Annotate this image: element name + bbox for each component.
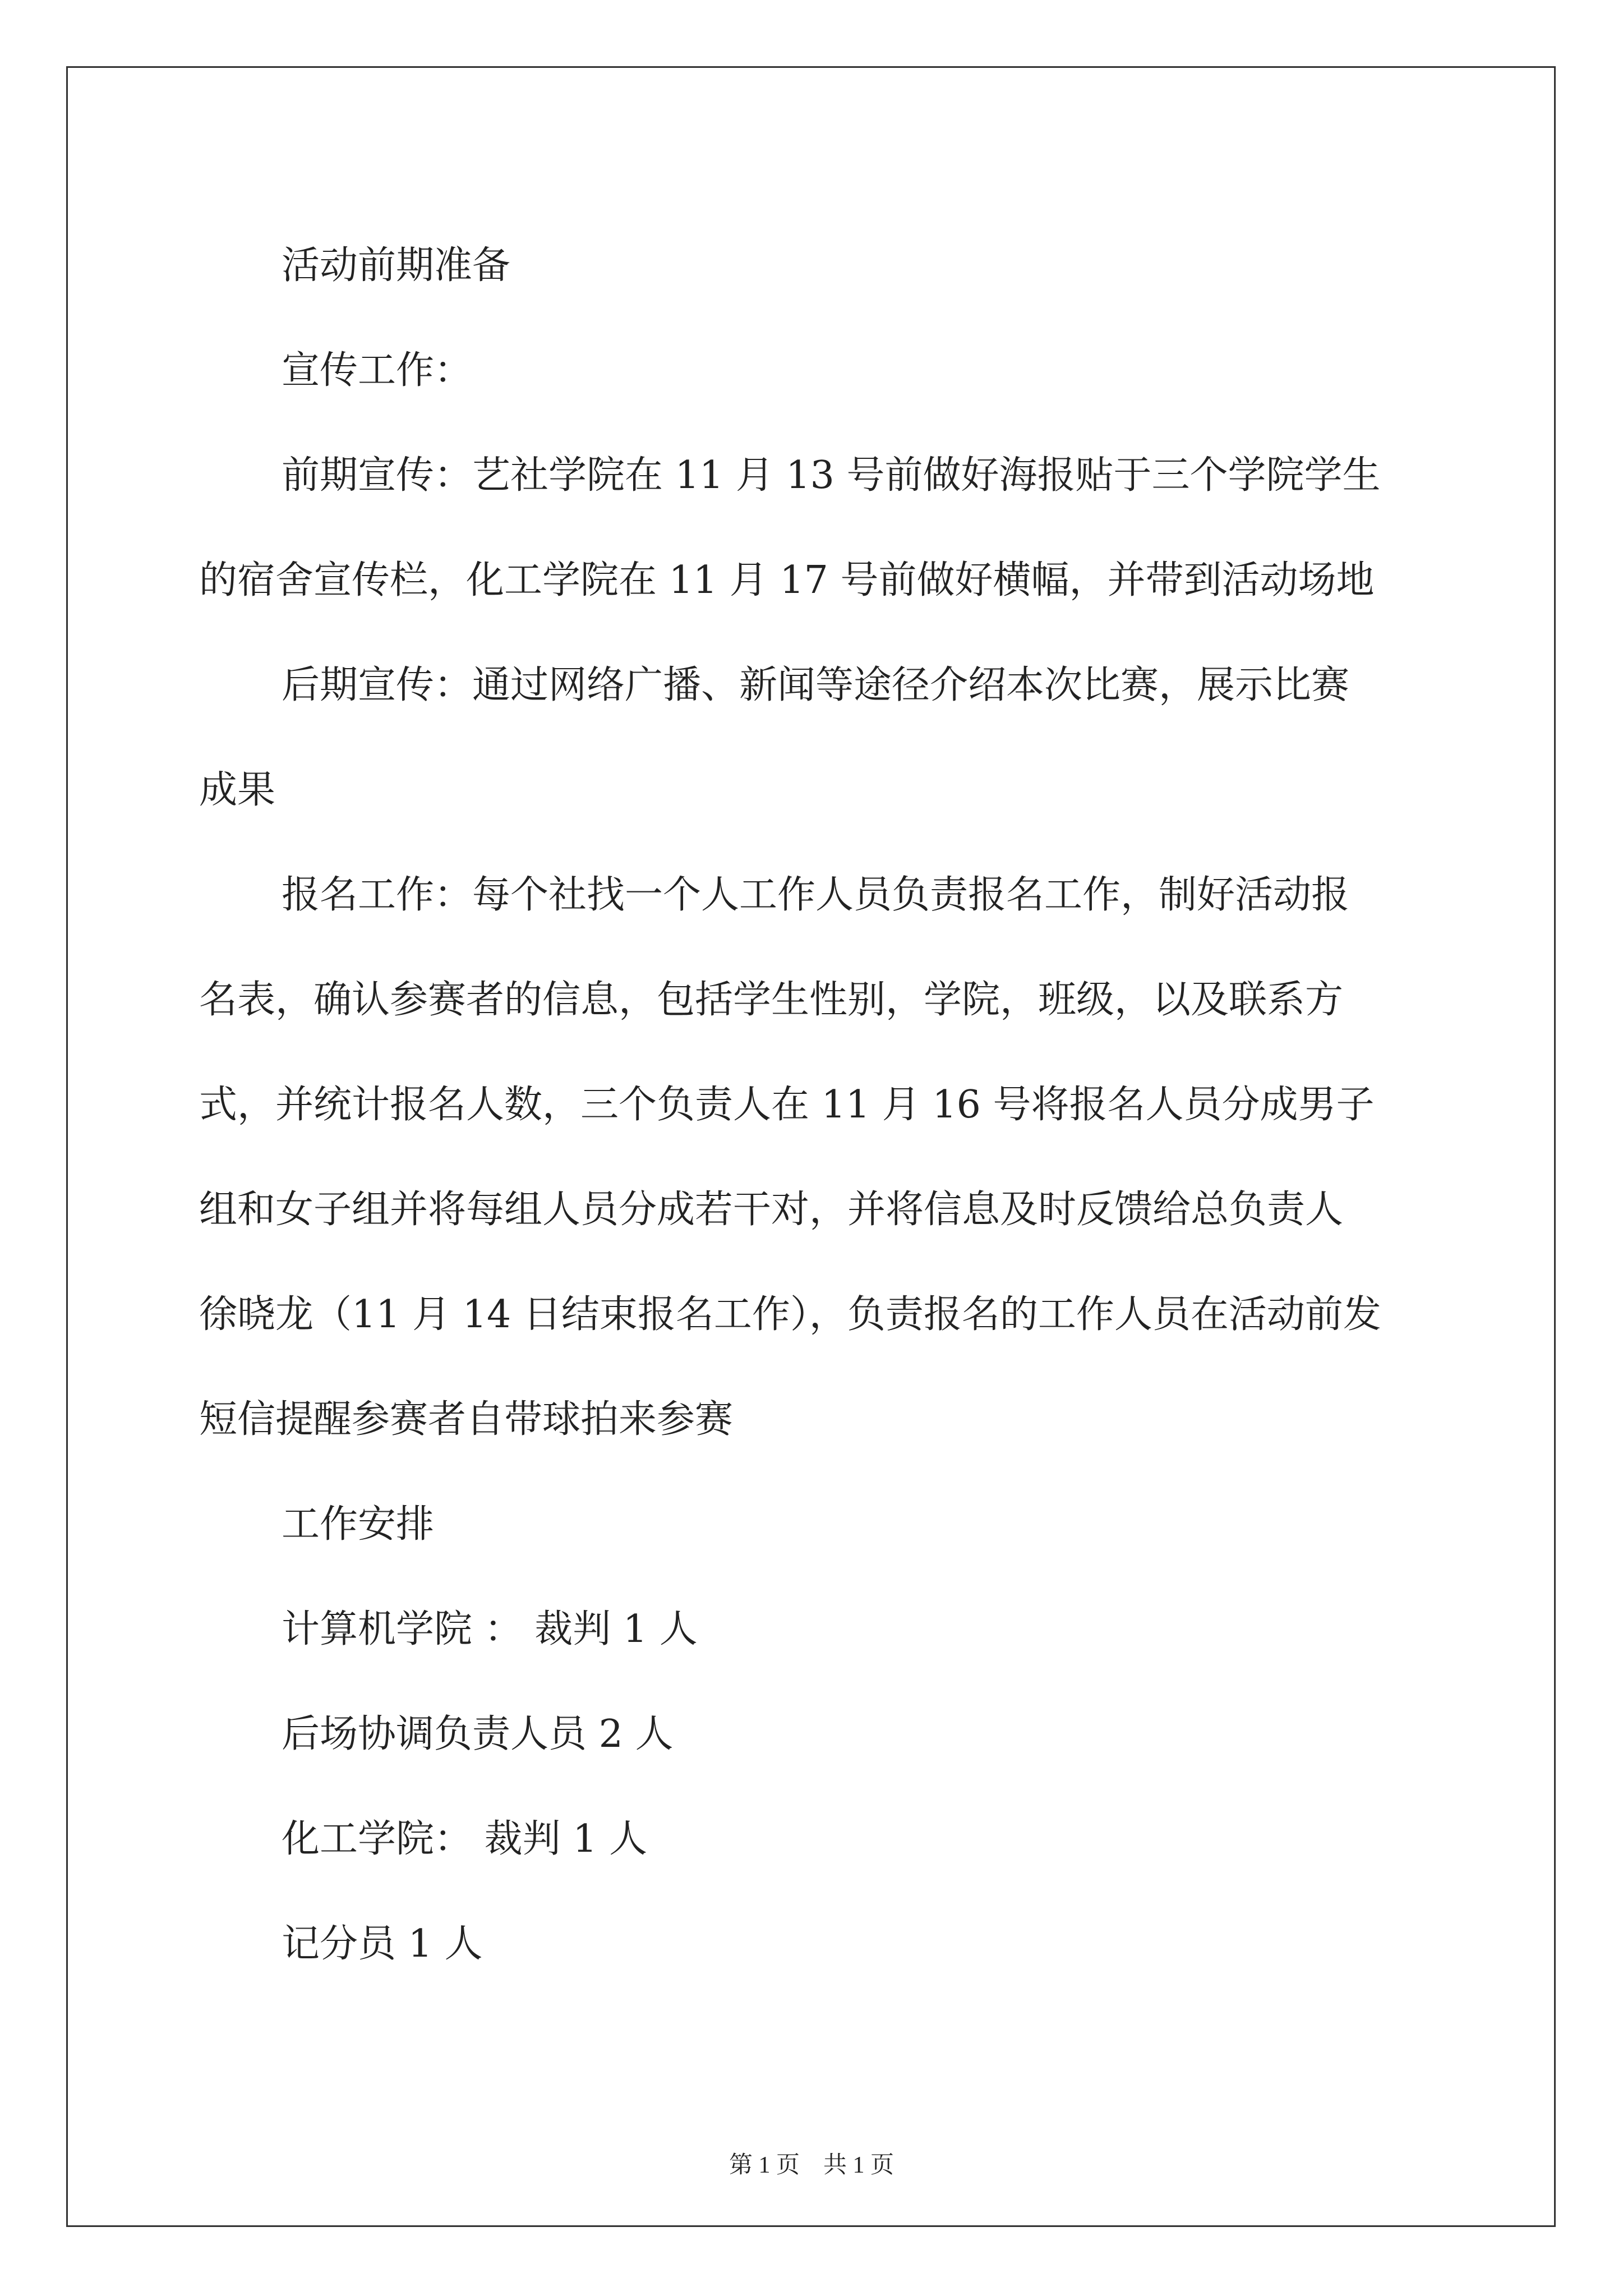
paragraph-line: 后场协调负责人员 2 人 <box>282 1712 674 1756</box>
paragraph-line: 短信提醒参赛者自带球拍来参赛 <box>199 1397 734 1442</box>
paragraph-line: 活动前期准备 <box>282 243 511 288</box>
arrangement-scorekeeper <box>199 1892 1433 1996</box>
arrangement-computer-college <box>199 1577 1433 1682</box>
paragraph-line: 计算机学院 ： 裁判 1 人 <box>282 1607 698 1651</box>
paragraph-line: 宣传工作： <box>282 348 473 393</box>
page-footer <box>0 2148 1623 2182</box>
paragraph-line: 的宿舍宣传栏，化工学院在 11 月 17 号前做好横幅，并带到活动场地 <box>199 558 1375 602</box>
paragraph-registration <box>199 843 1433 1472</box>
paragraph-line: 化工学院： 裁判 1 人 <box>282 1817 648 1861</box>
paragraph-line: 组和女子组并将每组人员分成若干对，并将信息及时反馈给总负责人 <box>199 1188 1344 1232</box>
paragraph-line: 后期宣传：通过网络广播、新闻等途径介绍本次比赛，展示比赛 <box>282 663 1350 707</box>
paragraph-line: 式，并统计报名人数，三个负责人在 11 月 16 号将报名人员分成男子 <box>199 1083 1375 1127</box>
paragraph-line: 成果 <box>199 768 276 812</box>
heading-publicity <box>199 318 1433 423</box>
paragraph-line: 记分员 1 人 <box>282 1922 483 1966</box>
document-body <box>199 213 1433 1996</box>
paragraph-late-publicity <box>199 633 1433 843</box>
paragraph-line: 工作安排 <box>282 1502 435 1547</box>
heading-preparation <box>199 213 1433 318</box>
heading-work-arrangement <box>199 1472 1433 1577</box>
arrangement-backcourt <box>199 1682 1433 1787</box>
paragraph-line: 徐晓龙（11 月 14 日结束报名工作），负责报名的工作人员在活动前发 <box>199 1292 1381 1337</box>
paragraph-line: 名表，确认参赛者的信息，包括学生性别，学院，班级，以及联系方 <box>199 978 1344 1022</box>
arrangement-chemical-college <box>199 1787 1433 1892</box>
paragraph-line: 前期宣传：艺社学院在 11 月 13 号前做好海报贴于三个学院学生 <box>282 453 1381 498</box>
page-number-label: 第 1 页 共 1 页 <box>728 2152 894 2178</box>
paragraph-line: 报名工作：每个社找一个人工作人员负责报名工作，制好活动报 <box>282 873 1350 917</box>
paragraph-early-publicity <box>199 423 1433 633</box>
